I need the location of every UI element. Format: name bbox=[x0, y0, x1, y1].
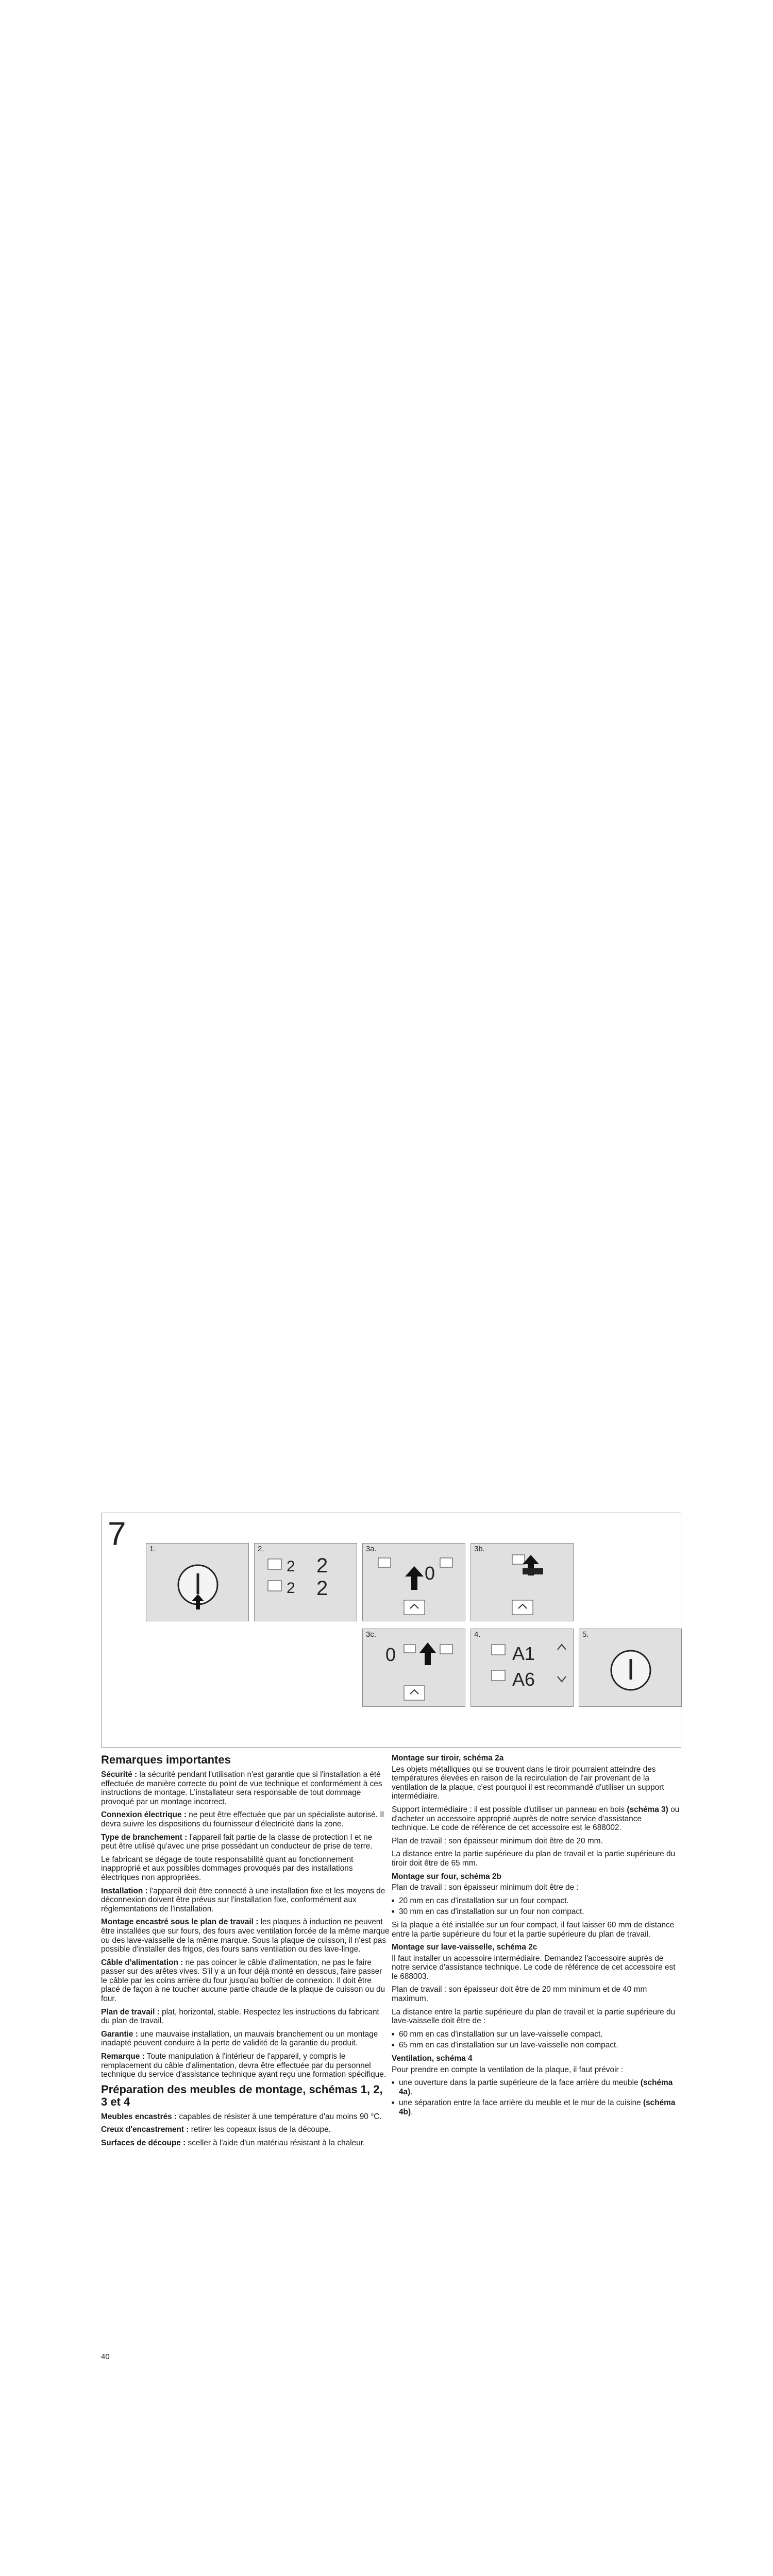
paragraph: Câble d'alimentation : ne pas coincer le câble d'alimentation, ne pas le faire passer sur des arêtes vives. S'il y a un four déjà monté en dessous, faire passer le câble par les coins arrière du four jusqu'au boîtier de connexion. Il doit être placé de façon à ne toucher aucune partie chaude de la plaque de cuisson ou du four. bbox=[101, 1958, 385, 2004]
subsection-heading: Montage sur four, schéma 2b bbox=[392, 1872, 501, 1881]
svg-text:0: 0 bbox=[385, 1644, 396, 1665]
panel-3b bbox=[470, 1543, 574, 1621]
paragraph: Plan de travail : son épaisseur minimum doit être de 20 mm. bbox=[392, 1836, 603, 1845]
list-item: ■ une ouverture dans la partie supérieure de la face arrière du meuble (schéma 4a). bbox=[392, 2078, 680, 2096]
panel-label: 3b. bbox=[474, 1545, 485, 1553]
paragraph: Creux d'encastrement : retirer les copeaux issus de la découpe. bbox=[101, 2125, 331, 2134]
subsection-heading: Montage sur lave-vaisselle, schéma 2c bbox=[392, 1943, 537, 1952]
display-value: 2 bbox=[316, 1577, 328, 1600]
paragraph: Le fabricant se dégage de toute responsabilité quant au fonctionnement inapproprié et aux possibles dommages provoqués par des installations électriques non appropriées. bbox=[101, 1855, 354, 1882]
paragraph: Sécurité : la sécurité pendant l'utilisation n'est garantie que si l'installation a été effectuée de manière correcte du point de vue technique et conformément à ces instructions de montage. L'installateur sera responsable de tout dommage provoqué par un montage incorrect. bbox=[101, 1770, 382, 1806]
panel-1 bbox=[146, 1543, 249, 1621]
selector-arrow-icon bbox=[471, 1544, 574, 1622]
panel-label: 4. bbox=[474, 1630, 481, 1639]
paragraph: Meubles encastrés : capables de résister à une température d'au moins 90 °C. bbox=[101, 2112, 382, 2121]
panel-5 bbox=[579, 1629, 682, 1707]
selector-arrow-icon bbox=[363, 1629, 466, 1707]
svg-text:0: 0 bbox=[425, 1563, 435, 1584]
right-column bbox=[392, 1754, 680, 2121]
paragraph: Il faut installer un accessoire intermédiaire. Demandez l'accessoire auprès de notre service d'assistance technique. Le code de référence de cet accessoire est le 688003. bbox=[392, 1954, 676, 1981]
panel-label: 3a. bbox=[366, 1545, 377, 1553]
list-item: ■ 30 mm en cas d'installation sur un four non compact. bbox=[392, 1907, 680, 1917]
panel-label: 2. bbox=[258, 1545, 264, 1553]
bullet-list bbox=[392, 2078, 680, 2116]
list-item: ■ 20 mm en cas d'installation sur un four compact. bbox=[392, 1896, 680, 1906]
panel-label: 3c. bbox=[366, 1630, 377, 1639]
left-column bbox=[101, 1754, 390, 2152]
panel-3a bbox=[362, 1543, 465, 1621]
paragraph: La distance entre la partie supérieure du plan de travail et la partie supérieure du lave-vaisselle doit être de : bbox=[392, 2007, 676, 2026]
list-item: ■ 65 mm en cas d'installation sur un lave-vaisselle non compact. bbox=[392, 2041, 680, 2050]
power-button-icon bbox=[579, 1629, 682, 1707]
page-number: 40 bbox=[101, 2352, 110, 2361]
subsection-heading: Ventilation, schéma 4 bbox=[392, 2054, 473, 2063]
bullet-list bbox=[392, 1896, 680, 1917]
figure-7 bbox=[101, 1513, 681, 1748]
figure-number: 7 bbox=[108, 1515, 126, 1552]
display-value: 2 bbox=[287, 1558, 295, 1575]
panel-4 bbox=[470, 1629, 574, 1707]
paragraph: Surfaces de découpe : sceller à l'aide d'un matériau résistant à la chaleur. bbox=[101, 2139, 365, 2147]
section-heading: Remarques importantes bbox=[101, 1753, 231, 1766]
selector-arrow-icon bbox=[363, 1544, 466, 1622]
list-item: ■ une séparation entre la face arrière du meuble et le mur de la cuisine (schéma 4b). bbox=[392, 2098, 680, 2116]
panel-label: 5. bbox=[582, 1630, 589, 1639]
paragraph: Les objets métalliques qui se trouvent dans le tiroir pourraient atteindre des températures élevées en raison de la recirculation de l'air provenant de la ventilation de la plaque, c'est pourquoi il est recommandé d'utiliser un support intermédiaire. bbox=[392, 1765, 664, 1801]
paragraph: Remarque : Toute manipulation à l'intérieur de l'appareil, y compris le remplacement du câble d'alimentation, devra être effectuée par du personnel technique du service d'assistance technique ayant reçu une formation spécifique. bbox=[101, 2052, 386, 2079]
paragraph: Connexion électrique : ne peut être effectuée que par un spécialiste autorisé. Il devra suivre les dispositions du fournisseur d'électricité dans la zone. bbox=[101, 1810, 384, 1828]
paragraph: Plan de travail : son épaisseur doit être de 20 mm minimum et de 40 mm maximum. bbox=[392, 1985, 647, 2004]
section-heading: Préparation des meubles de montage, schémas 1, 2, 3 et 4 bbox=[101, 2082, 383, 2108]
paragraph: Support intermédiaire : il est possible d'utiliser un panneau en bois (schéma 3) ou d'acheter un accessoire approprié auprès de notre service d'assistance technique. Le code de référence de cet accessoire est le 688002. bbox=[392, 1805, 680, 1833]
display-value: 2 bbox=[287, 1580, 295, 1597]
panel-2 bbox=[254, 1543, 357, 1621]
bullet-list bbox=[392, 2030, 680, 2050]
paragraph: Montage encastré sous le plan de travail : les plaques à induction ne peuvent être installées que sur fours, des fours avec ventilation forcée de la même marque ou des lave-vaisselle de la même marque. Sous la plaque de cuisson, il n'est pas possible d'installer des frigos, des fours sans ventilation ou des lave-linge. bbox=[101, 1918, 390, 1954]
power-button-icon bbox=[146, 1544, 249, 1622]
paragraph: Garantie : une mauvaise installation, un mauvais branchement ou un montage inadapté peuvent conduire à la perte de validité de la garantie du produit. bbox=[101, 2029, 378, 2048]
svg-text:A6: A6 bbox=[512, 1669, 535, 1690]
paragraph: La distance entre la partie supérieure du plan de travail et la partie supérieure du tiroir doit être de 65 mm. bbox=[392, 1850, 676, 1868]
paragraph: Pour prendre en compte la ventilation de la plaque, il faut prévoir : bbox=[392, 2065, 624, 2074]
display-a1-a6-icon bbox=[471, 1629, 574, 1707]
panel-3c bbox=[362, 1629, 465, 1707]
panel-label: 1. bbox=[149, 1545, 156, 1553]
paragraph: Installation : l'appareil doit être connecté à une installation fixe et les moyens de déconnexion doivent être prévus sur l'installation fixe, conformément aux réglementations de l'installation. bbox=[101, 1886, 385, 1913]
display-value: 2 bbox=[316, 1554, 328, 1577]
paragraph: Plan de travail : son épaisseur minimum doit être de : bbox=[392, 1883, 579, 1892]
svg-text:A1: A1 bbox=[512, 1643, 535, 1664]
paragraph: Type de branchement : l'appareil fait partie de la classe de protection I et ne peut être utilisé qu'avec une prise possédant un conducteur de prise de terre. bbox=[101, 1833, 373, 1851]
subsection-heading: Montage sur tiroir, schéma 2a bbox=[392, 1754, 504, 1762]
paragraph: Si la plaque a été installée sur un four compact, il faut laisser 60 mm de distance entre la partie supérieure du four et la partie supérieure du plan de travail. bbox=[392, 1920, 675, 1939]
list-item: ■ 60 mm en cas d'installation sur un lave-vaisselle compact. bbox=[392, 2030, 680, 2039]
paragraph: Plan de travail : plat, horizontal, stable. Respectez les instructions du fabricant du plan de travail. bbox=[101, 2007, 379, 2026]
display-2-2-icon bbox=[255, 1544, 358, 1622]
